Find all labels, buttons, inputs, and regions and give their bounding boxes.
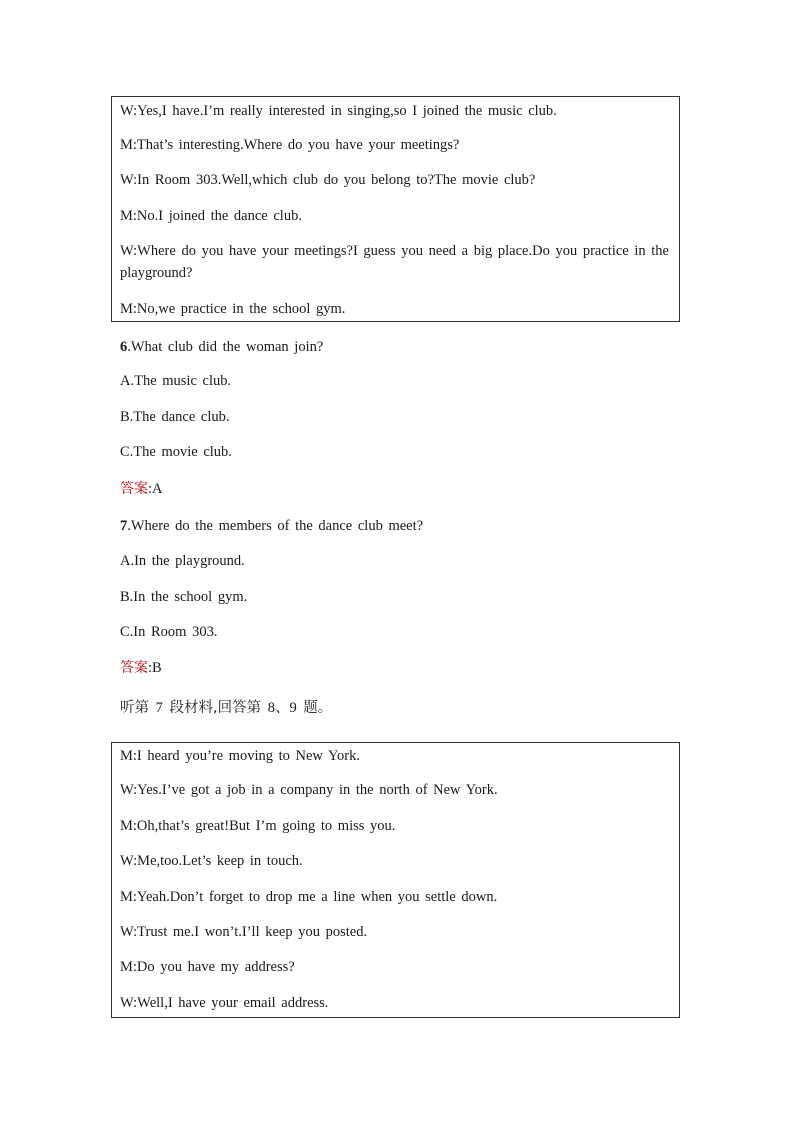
question-text: .Where do the members of the dance club meet? xyxy=(127,518,424,534)
answer-7 xyxy=(120,658,162,678)
instruction-text: 题。 xyxy=(296,700,333,716)
dialogue-line: W:Me,too.Let’s keep in touch. xyxy=(120,853,303,869)
option-a: A.In the playground. xyxy=(120,553,245,569)
question-number: 7 xyxy=(120,518,128,534)
dialogue-line: M:Yeah.Don’t forget to drop me a line when you settle down. xyxy=(120,889,498,905)
dialogue-box-1 xyxy=(111,96,680,322)
answer-label: 答案 xyxy=(120,481,148,497)
dialogue-line: W:In Room 303.Well,which club do you belong to?The movie club? xyxy=(120,172,536,188)
answer-value: :B xyxy=(148,660,162,676)
dialogue-line: M:No.I joined the dance club. xyxy=(120,208,302,224)
instruction-text: 段材料,回答第 xyxy=(162,700,268,716)
dialogue-line: W:Yes.I’ve got a job in a company in the north of New York. xyxy=(120,782,498,798)
question-number: 6 xyxy=(120,339,128,355)
question-text: .What club did the woman join? xyxy=(127,339,324,355)
dialogue-line: W:Trust me.I won’t.I’ll keep you posted. xyxy=(120,924,368,940)
dialogue-line: M:I heard you’re moving to New York. xyxy=(120,748,360,764)
question-6 xyxy=(120,337,323,357)
dialogue-line: M:That’s interesting.Where do you have your meetings? xyxy=(120,137,460,153)
answer-label: 答案 xyxy=(120,660,148,676)
dialogue-line: M:Oh,that’s great!But I’m going to miss you. xyxy=(120,818,396,834)
dialogue-line: W:Yes,I have.I’m really interested in singing,so I joined the music club. xyxy=(120,103,557,119)
answer-6 xyxy=(120,479,163,499)
option-c: C.The movie club. xyxy=(120,444,232,460)
instruction-number: 8 xyxy=(267,700,275,716)
dialogue-line: W:Where do you have your meetings?I guess you need a big place.Do you practice in the playground? xyxy=(120,243,669,281)
option-c: C.In Room 303. xyxy=(120,624,218,640)
dialogue-line: M:No,we practice in the school gym. xyxy=(120,301,346,317)
instruction-text: 听第 xyxy=(120,700,156,716)
option-a: A.The music club. xyxy=(120,373,232,389)
option-b: B.The dance club. xyxy=(120,409,230,425)
answer-value: :A xyxy=(148,481,163,497)
instruction-number: 9 xyxy=(289,700,297,716)
dialogue-line: M:Do you have my address? xyxy=(120,959,295,975)
dialogue-box-2 xyxy=(111,742,680,1018)
option-b: B.In the school gym. xyxy=(120,589,248,605)
section-instruction xyxy=(120,698,332,718)
dialogue-line: W:Well,I have your email address. xyxy=(120,995,329,1011)
instruction-number: 7 xyxy=(155,700,163,716)
question-7 xyxy=(120,516,423,536)
instruction-text: 、 xyxy=(274,700,290,716)
